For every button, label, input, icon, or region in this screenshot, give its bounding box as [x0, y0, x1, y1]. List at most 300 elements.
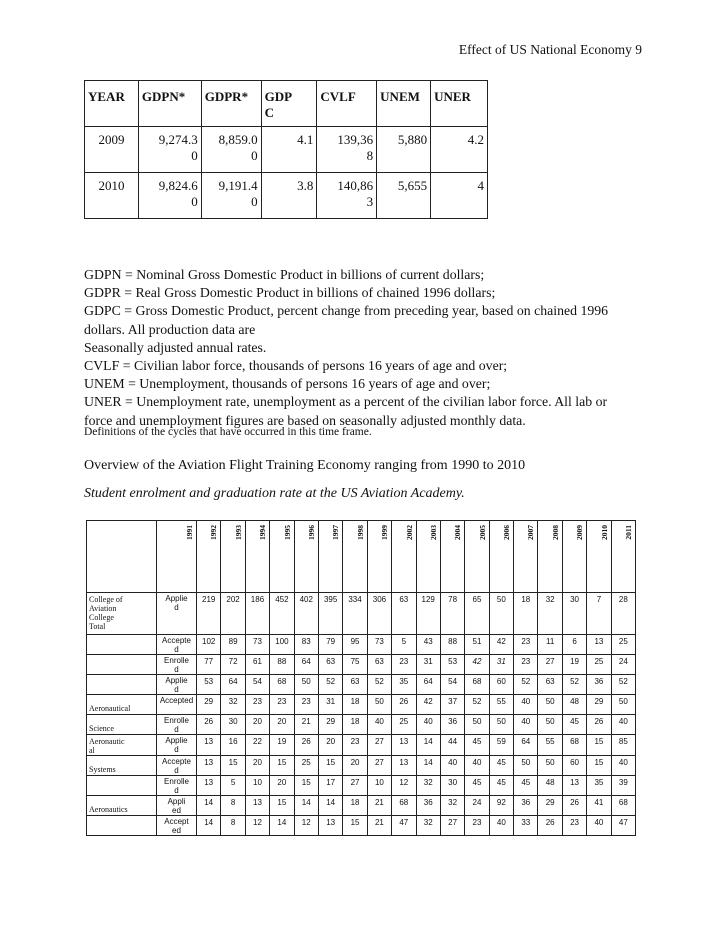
value-cell: 23 — [343, 735, 367, 756]
economy-cell: 3.8 — [261, 173, 317, 219]
aviation-year-cell — [294, 521, 318, 593]
value-cell: 26 — [587, 715, 611, 735]
value-cell: 15 — [343, 816, 367, 836]
aviation-year-cell — [440, 521, 464, 593]
economy-cell: 4 — [431, 173, 488, 219]
value-cell: 14 — [294, 796, 318, 816]
year-label: 2009 — [575, 525, 585, 540]
value-cell: 35 — [392, 675, 416, 695]
value-cell: 8 — [221, 816, 245, 836]
value-cell: 50 — [538, 695, 562, 715]
year-label: 2003 — [428, 525, 438, 540]
value-cell: 402 — [294, 593, 318, 635]
value-cell: 15 — [294, 776, 318, 796]
value-cell: 47 — [392, 816, 416, 836]
definition-line: GDPC = Gross Domestic Product, percent change from preceding year, based on chained 1996 — [84, 303, 609, 319]
overview-heading: Overview of the Aviation Flight Training Economy ranging from 1990 to 2010 — [84, 458, 526, 473]
aviation-year-cell — [489, 521, 513, 593]
value-cell: 29 — [318, 715, 342, 735]
value-cell: 23 — [465, 816, 489, 836]
value-cell: 12 — [245, 816, 269, 836]
economy-cell: 5,655 — [377, 173, 431, 219]
definition-line: force and unemployment figures are based on seasonally adjusted monthly data. — [84, 412, 526, 428]
value-cell: 40 — [611, 756, 635, 776]
value-cell: 26 — [392, 695, 416, 715]
value-cell: 52 — [514, 675, 538, 695]
value-cell: 31 — [318, 695, 342, 715]
status-type-cell: Enrolle d — [157, 655, 197, 675]
value-cell: 18 — [343, 715, 367, 735]
value-cell: 50 — [489, 593, 513, 635]
value-cell: 30 — [221, 715, 245, 735]
value-cell: 88 — [270, 655, 294, 675]
year-label: 2010 — [599, 525, 609, 540]
value-cell: 29 — [197, 695, 221, 715]
value-cell: 13 — [392, 756, 416, 776]
value-cell: 15 — [221, 756, 245, 776]
year-label: 1999 — [380, 525, 390, 540]
value-cell: 40 — [416, 715, 440, 735]
value-cell: 18 — [343, 796, 367, 816]
economy-cell: 2009 — [85, 127, 139, 173]
aviation-year-cell — [465, 521, 489, 593]
value-cell: 92 — [489, 796, 513, 816]
value-cell: 15 — [587, 735, 611, 756]
value-cell: 19 — [270, 735, 294, 756]
economy-cell: 9,274.3 0 — [138, 127, 201, 173]
value-cell: 43 — [416, 635, 440, 655]
value-cell: 45 — [514, 776, 538, 796]
value-cell: 23 — [514, 635, 538, 655]
status-type-cell: Enrolle d — [157, 715, 197, 735]
definition-line: GDPN = Nominal Gross Domestic Product in billions of current dollars; — [84, 267, 485, 282]
value-cell: 68 — [562, 735, 586, 756]
value-cell: 26 — [294, 735, 318, 756]
value-cell: 36 — [440, 715, 464, 735]
value-cell: 13 — [197, 776, 221, 796]
value-cell: 52 — [318, 675, 342, 695]
definition-line: UNEM = Unemployment, thousands of persons 16 years of age and over; — [84, 376, 491, 392]
value-cell: 24 — [611, 655, 635, 675]
status-type-cell: Accepte d — [157, 756, 197, 776]
department-cell: Systems — [87, 756, 157, 776]
aviation-table-row — [87, 635, 636, 655]
year-label: 2004 — [453, 525, 463, 540]
year-label: 2005 — [477, 525, 487, 540]
value-cell: 395 — [318, 593, 342, 635]
aviation-table-row — [87, 816, 636, 836]
economy-cell: 4.1 — [261, 127, 317, 173]
status-type-cell: Accept ed — [157, 816, 197, 836]
value-cell: 55 — [538, 735, 562, 756]
value-cell: 19 — [562, 655, 586, 675]
value-cell: 31 — [489, 655, 513, 675]
value-cell: 40 — [611, 715, 635, 735]
value-cell: 75 — [343, 655, 367, 675]
economy-table-header — [85, 81, 488, 127]
aviation-table-row — [87, 593, 636, 635]
value-cell: 50 — [538, 756, 562, 776]
value-cell: 40 — [514, 695, 538, 715]
economy-header-cell: UNER — [431, 81, 488, 127]
economy-cell: 9,191.4 0 — [201, 173, 261, 219]
value-cell: 72 — [221, 655, 245, 675]
value-cell: 30 — [440, 776, 464, 796]
economy-table-row — [85, 127, 488, 173]
aviation-year-cell — [562, 521, 586, 593]
value-cell: 29 — [587, 695, 611, 715]
value-cell: 50 — [294, 675, 318, 695]
economy-header-cell: UNEM — [377, 81, 431, 127]
value-cell: 14 — [197, 816, 221, 836]
value-cell: 68 — [392, 796, 416, 816]
status-type-cell: Appli ed — [157, 796, 197, 816]
value-cell: 68 — [465, 675, 489, 695]
aviation-year-cell — [343, 521, 367, 593]
value-cell: 202 — [221, 593, 245, 635]
value-cell: 11 — [538, 635, 562, 655]
value-cell: 26 — [538, 816, 562, 836]
value-cell: 48 — [538, 776, 562, 796]
aviation-table-row — [87, 735, 636, 756]
value-cell: 33 — [514, 816, 538, 836]
value-cell: 14 — [416, 735, 440, 756]
year-label: 1998 — [355, 525, 365, 540]
value-cell: 186 — [245, 593, 269, 635]
aviation-table-row — [87, 675, 636, 695]
aviation-year-cell — [221, 521, 245, 593]
status-type-cell: Applie d — [157, 593, 197, 635]
value-cell: 15 — [270, 796, 294, 816]
department-cell — [87, 655, 157, 675]
value-cell: 40 — [514, 715, 538, 735]
definition-line: dollars. All production data are — [84, 321, 256, 337]
year-label: 1997 — [331, 525, 341, 540]
value-cell: 42 — [489, 635, 513, 655]
value-cell: 64 — [514, 735, 538, 756]
value-cell: 23 — [514, 655, 538, 675]
value-cell: 37 — [440, 695, 464, 715]
value-cell: 219 — [197, 593, 221, 635]
value-cell: 334 — [343, 593, 367, 635]
value-cell: 60 — [562, 756, 586, 776]
value-cell: 42 — [416, 695, 440, 715]
value-cell: 50 — [514, 756, 538, 776]
value-cell: 26 — [562, 796, 586, 816]
value-cell: 35 — [587, 776, 611, 796]
value-cell: 85 — [611, 735, 635, 756]
value-cell: 10 — [367, 776, 391, 796]
value-cell: 61 — [245, 655, 269, 675]
value-cell: 102 — [197, 635, 221, 655]
value-cell: 55 — [489, 695, 513, 715]
value-cell: 27 — [343, 776, 367, 796]
economy-header-cell: CVLF — [317, 81, 377, 127]
value-cell: 54 — [440, 675, 464, 695]
aviation-year-cell — [197, 521, 221, 593]
value-cell: 100 — [270, 635, 294, 655]
aviation-corner-cell — [87, 521, 157, 593]
value-cell: 45 — [465, 776, 489, 796]
value-cell: 40 — [465, 756, 489, 776]
value-cell: 59 — [489, 735, 513, 756]
year-label: 1996 — [306, 525, 316, 540]
value-cell: 47 — [611, 816, 635, 836]
economy-header-cell: GDPR* — [201, 81, 261, 127]
value-cell: 31 — [416, 655, 440, 675]
value-cell: 77 — [197, 655, 221, 675]
value-cell: 40 — [587, 816, 611, 836]
value-cell: 63 — [343, 675, 367, 695]
year-label: 1991 — [185, 525, 194, 540]
value-cell: 13 — [197, 756, 221, 776]
value-cell: 54 — [245, 675, 269, 695]
aviation-year-cell — [538, 521, 562, 593]
value-cell: 129 — [416, 593, 440, 635]
aviation-table — [86, 520, 636, 836]
department-cell: Science — [87, 715, 157, 735]
value-cell: 20 — [270, 715, 294, 735]
year-label: 2008 — [550, 525, 560, 540]
value-cell: 13 — [318, 816, 342, 836]
department-cell — [87, 816, 157, 836]
year-label: 2002 — [404, 525, 414, 540]
value-cell: 21 — [367, 816, 391, 836]
value-cell: 29 — [538, 796, 562, 816]
value-cell: 20 — [343, 756, 367, 776]
aviation-year-cell — [245, 521, 269, 593]
value-cell: 32 — [538, 593, 562, 635]
aviation-year-cell — [611, 521, 635, 593]
value-cell: 68 — [611, 796, 635, 816]
value-cell: 18 — [514, 593, 538, 635]
value-cell: 452 — [270, 593, 294, 635]
value-cell: 14 — [197, 796, 221, 816]
value-cell: 27 — [367, 756, 391, 776]
value-cell: 13 — [587, 635, 611, 655]
value-cell: 32 — [221, 695, 245, 715]
value-cell: 27 — [367, 735, 391, 756]
value-cell: 21 — [294, 715, 318, 735]
value-cell: 15 — [270, 756, 294, 776]
economy-header-cell: YEAR — [85, 81, 139, 127]
value-cell: 50 — [367, 695, 391, 715]
value-cell: 23 — [270, 695, 294, 715]
value-cell: 15 — [587, 756, 611, 776]
value-cell: 50 — [465, 715, 489, 735]
value-cell: 25 — [392, 715, 416, 735]
value-cell: 50 — [611, 695, 635, 715]
economy-cell: 139,36 8 — [317, 127, 377, 173]
value-cell: 78 — [440, 593, 464, 635]
status-type-cell: Applie d — [157, 675, 197, 695]
year-label: 2011 — [624, 525, 634, 540]
year-label: 1993 — [233, 525, 243, 540]
value-cell: 60 — [489, 675, 513, 695]
department-cell: Aeronautics — [87, 796, 157, 816]
year-label: 1995 — [282, 525, 292, 540]
value-cell: 5 — [221, 776, 245, 796]
value-cell: 63 — [538, 675, 562, 695]
value-cell: 53 — [197, 675, 221, 695]
value-cell: 50 — [489, 715, 513, 735]
aviation-year-cell — [514, 521, 538, 593]
value-cell: 7 — [587, 593, 611, 635]
value-cell: 45 — [489, 776, 513, 796]
definition-line: Seasonally adjusted annual rates. — [84, 339, 267, 355]
value-cell: 27 — [538, 655, 562, 675]
value-cell: 65 — [465, 593, 489, 635]
year-label: 1992 — [209, 525, 219, 540]
department-cell — [87, 635, 157, 655]
economy-table-row — [85, 173, 488, 219]
value-cell: 27 — [440, 816, 464, 836]
value-cell: 45 — [465, 735, 489, 756]
value-cell: 52 — [465, 695, 489, 715]
value-cell: 17 — [318, 776, 342, 796]
value-cell: 12 — [392, 776, 416, 796]
definitions-block — [84, 266, 654, 430]
value-cell: 14 — [416, 756, 440, 776]
year-label: 2007 — [526, 525, 536, 540]
aviation-year-cell — [318, 521, 342, 593]
cycles-text: Definitions of the cycles that have occurred in this time frame. — [84, 426, 372, 438]
value-cell: 25 — [587, 655, 611, 675]
value-cell: 32 — [416, 816, 440, 836]
aviation-year-cell — [587, 521, 611, 593]
value-cell: 23 — [562, 816, 586, 836]
value-cell: 50 — [538, 715, 562, 735]
value-cell: 20 — [245, 715, 269, 735]
value-cell: 20 — [270, 776, 294, 796]
definition-line: CVLF = Civilian labor force, thousands of persons 16 years of age and over; — [84, 358, 508, 374]
value-cell: 32 — [416, 776, 440, 796]
value-cell: 25 — [611, 635, 635, 655]
aviation-year-cell — [157, 521, 197, 593]
value-cell: 12 — [294, 816, 318, 836]
value-cell: 63 — [392, 593, 416, 635]
value-cell: 40 — [367, 715, 391, 735]
aviation-year-cell — [367, 521, 391, 593]
department-cell — [87, 776, 157, 796]
economy-cell: 4.2 — [431, 127, 488, 173]
value-cell: 51 — [465, 635, 489, 655]
status-type-cell: Accepte d — [157, 635, 197, 655]
aviation-table-row — [87, 655, 636, 675]
value-cell: 32 — [440, 796, 464, 816]
value-cell: 52 — [562, 675, 586, 695]
value-cell: 64 — [294, 655, 318, 675]
value-cell: 89 — [221, 635, 245, 655]
value-cell: 24 — [465, 796, 489, 816]
economy-cell: 8,859.0 0 — [201, 127, 261, 173]
value-cell: 63 — [318, 655, 342, 675]
value-cell: 22 — [245, 735, 269, 756]
value-cell: 21 — [367, 796, 391, 816]
value-cell: 39 — [611, 776, 635, 796]
value-cell: 25 — [294, 756, 318, 776]
value-cell: 23 — [392, 655, 416, 675]
value-cell: 306 — [367, 593, 391, 635]
value-cell: 68 — [270, 675, 294, 695]
value-cell: 23 — [294, 695, 318, 715]
value-cell: 83 — [294, 635, 318, 655]
value-cell: 64 — [416, 675, 440, 695]
value-cell: 5 — [392, 635, 416, 655]
value-cell: 36 — [587, 675, 611, 695]
value-cell: 13 — [197, 735, 221, 756]
aviation-table-row — [87, 756, 636, 776]
economy-header-cell: GDPN* — [138, 81, 201, 127]
aviation-year-cell — [392, 521, 416, 593]
status-type-cell: Applie d — [157, 735, 197, 756]
status-type-cell: Accepted — [157, 695, 197, 715]
value-cell: 40 — [440, 756, 464, 776]
economy-cell: 5,880 — [377, 127, 431, 173]
page-header: Effect of US National Economy 9 — [458, 42, 642, 57]
value-cell: 28 — [611, 593, 635, 635]
value-cell: 36 — [514, 796, 538, 816]
value-cell: 6 — [562, 635, 586, 655]
value-cell: 53 — [440, 655, 464, 675]
value-cell: 30 — [562, 593, 586, 635]
value-cell: 13 — [562, 776, 586, 796]
value-cell: 52 — [367, 675, 391, 695]
department-cell: Aeronautic al — [87, 735, 157, 756]
value-cell: 44 — [440, 735, 464, 756]
value-cell: 14 — [318, 796, 342, 816]
aviation-table-row — [87, 715, 636, 735]
value-cell: 64 — [221, 675, 245, 695]
value-cell: 73 — [245, 635, 269, 655]
aviation-table-row — [87, 796, 636, 816]
economy-cell: 9,824.6 0 — [138, 173, 201, 219]
economy-header-cell: GDP C — [261, 81, 317, 127]
year-label: 2006 — [502, 525, 512, 540]
value-cell: 36 — [416, 796, 440, 816]
value-cell: 95 — [343, 635, 367, 655]
value-cell: 14 — [270, 816, 294, 836]
value-cell: 13 — [392, 735, 416, 756]
department-cell: College of Aviation College Total — [87, 593, 157, 635]
aviation-year-row — [87, 521, 636, 593]
aviation-year-cell — [416, 521, 440, 593]
value-cell: 20 — [245, 756, 269, 776]
value-cell: 20 — [318, 735, 342, 756]
value-cell: 41 — [587, 796, 611, 816]
definition-line: UNER = Unemployment rate, unemployment as a percent of the civilian labor force. All lab or — [84, 394, 608, 410]
value-cell: 15 — [318, 756, 342, 776]
value-cell: 23 — [245, 695, 269, 715]
economy-cell: 2010 — [85, 173, 139, 219]
economy-table — [84, 80, 488, 219]
value-cell: 45 — [489, 756, 513, 776]
department-cell — [87, 675, 157, 695]
value-cell: 8 — [221, 796, 245, 816]
aviation-year-cell — [270, 521, 294, 593]
value-cell: 73 — [367, 635, 391, 655]
value-cell: 16 — [221, 735, 245, 756]
status-type-cell: Enrolle d — [157, 776, 197, 796]
value-cell: 79 — [318, 635, 342, 655]
department-cell: Aeronautical — [87, 695, 157, 715]
aviation-subtitle: Student enrolment and graduation rate at the US Aviation Academy. — [84, 486, 465, 501]
value-cell: 42 — [465, 655, 489, 675]
value-cell: 48 — [562, 695, 586, 715]
aviation-table-row — [87, 695, 636, 715]
value-cell: 40 — [489, 816, 513, 836]
aviation-table-row — [87, 776, 636, 796]
